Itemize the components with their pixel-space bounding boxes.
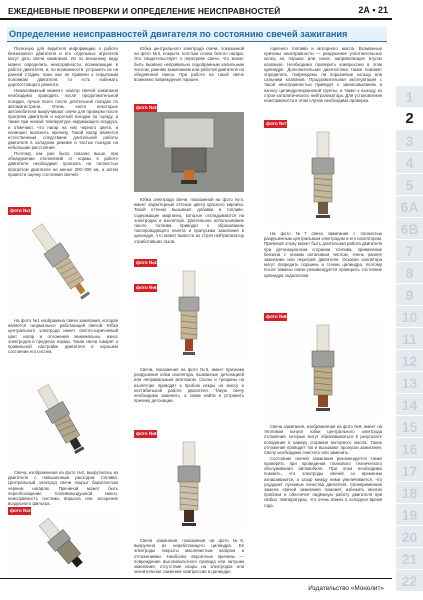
paragraph: Состояние свечей зажигания рекомендуется также проверять при проведении планового технического обслуживания автомобиля. При этом необходимо помнить, что электроды свечей со временем изнашиваются, а зазор между ними увеличивается, что ухудшает пусковые качества двигателя. Своевременная замена свечей зажигания поможет избежать многих проблем и обеспечит надёжную работу двигателя при любых температурах, что очень важно в холодное время года. [264, 455, 382, 508]
paragraph: На фото №7 свеча зажигания с полностью разрушенным центральным электродом и его изолятором. Причиной этому может быть длительная работа двигателя при детонационном сгорании топлива, применение бензина с низким октановым числом, очень раннее зажигание или перегрев двигателя. Осколки изолятора могут повредить поршень и стенки цилиндра, поэтому после замены свечи рекомендуется проверить состояние цилиндра эндоскопом. [264, 231, 382, 278]
spark-plug-icon [134, 438, 244, 533]
chapter-tab-7[interactable]: 7 [396, 240, 423, 262]
chapter-tab-8[interactable]: 8 [396, 262, 423, 284]
page-footer [0, 578, 392, 600]
paragraph: Свеча, изображенная на фото №2, выкрутилась из двигателя с повышенным расходом топлива. Центральный электрод свечи покрыт бархатистым черным нагаром. Причиной может быть переобогащение топливовоздушной смеси, неисправность системы впрыска или засорение воздушного фильтра. [8, 470, 118, 507]
chapter-tab-2[interactable]: 2 [396, 108, 423, 130]
photo-label-3: фото №3 [136, 105, 157, 110]
chapter-tab-1[interactable]: 1 [396, 86, 423, 108]
spark-plug-icon [8, 515, 118, 575]
column-1-intro [8, 46, 118, 202]
chapter-tab-19[interactable]: 19 [396, 504, 423, 526]
paragraph: Немаловажный момент: осмотр свечей зажигания необходимо проводить после продолжительной поездки, лучше всего после длительной поездки по автомагистрали. Очень часто некоторые автолюбители выкручивают свечи для проверки после прогрева двигателя и короткой поездки по городу, а также при низкой температуре окружающего воздуха, и отмечают, что нагар на них черного цвета, и начинают выяснять причину. Такой нагар является естественным следствием длительной работы двигателя в холодном режиме и частых поездок на небольшие расстояния. [8, 88, 118, 151]
paragraph: На фото №1 изображена свеча зажигания, которая является «нормально» работающей свечой. Юбка центрального электрода имеет светло-коричневый цвет, нагар и отложения минимальны, износ электродов в пределах нормы. Такая свеча говорит о правильной настройке двигателя и хорошем состоянии его систем. [8, 318, 118, 355]
spark-plug-icon [8, 215, 118, 313]
paragraph: Юбка электрода свечи, показанной на фото №4, имеет характерный оттенок цвета красного кирпича. Такой оттенок вызывают добавки в топливе, содержащие марганец, которые откладываются на электродах и изоляторе. Длительное использование такого топлива приводит к образованию токопроводящего налета и пропускам зажигания в цилиндре, что может вывести из строя нейтрализатор отработавших газов. [134, 197, 244, 244]
chapter-tab-12[interactable]: 12 [396, 350, 423, 372]
column-2-photo4-text [134, 197, 244, 255]
chapter-tab-20[interactable]: 20 [396, 526, 423, 548]
column-2-photo3-text [134, 46, 244, 101]
spark-plug-icon [8, 380, 118, 465]
photo-3-spark-plug [134, 112, 244, 192]
page-number: 2А • 21 [358, 5, 388, 15]
spark-plug-icon [264, 128, 382, 226]
paragraph: Поэтому, как уже было сказано выше, при обнаружении отклонений от нормы в работе двигателя необходимо проехать на полностью прогретом двигателе не менее 200–300 км, а затем провести оценку состояния свечей. [8, 151, 118, 177]
photo-8-spark-plug [264, 321, 382, 419]
photo-label-4: фото №4 [136, 260, 157, 265]
chapter-tab-21[interactable]: 21 [396, 548, 423, 570]
chapter-tab-15[interactable]: 15 [396, 416, 423, 438]
photo-6-spark-plug [134, 438, 244, 533]
column-1-photo1-text [8, 318, 118, 376]
paragraph: Свеча зажигания, изображенная на фото №8, имеет на тепловом конусе юбки центрального электрода отложения, которые могут образовываться в результате попадания в камеру сгорания моторного масла. Такие отложения проводят ток и вызывают пропуски зажигания. Свечу необходимо очистить или заменить. [264, 424, 382, 456]
chapter-tab-4[interactable]: 4 [396, 152, 423, 174]
column-2-photo6-text [134, 538, 244, 576]
chapter-tab-22[interactable]: 22 [396, 570, 423, 592]
photo-4-spark-plug [134, 267, 244, 362]
photo-label-1: фото №1 [10, 208, 31, 213]
chapter-tab-10[interactable]: 10 [396, 306, 423, 328]
spark-plug-icon [134, 112, 244, 192]
chapter-tab-13[interactable]: 13 [396, 372, 423, 394]
chapter-tab-18[interactable]: 18 [396, 482, 423, 504]
photo-2b-spark-plug [8, 515, 118, 575]
photo-label-2: фото №2 [10, 508, 31, 513]
chapter-tab-17[interactable]: 17 [396, 460, 423, 482]
paragraph: Полезную для водителя информацию о работе бензинового двигателя и его отдельных агрегатов могут дать свечи зажигания. Их по внешнему виду можно определить неисправности, возникающие в работе двигателя, и, по возможности, устранить их на ранней стадии, пока они не привели к серьёзным поломкам двигателя, то есть избежать дорогостоящего ремонта. [8, 46, 118, 88]
column-3-photo7-text [264, 231, 382, 309]
paragraph: горючего топлива и моторного масла. Возможные причины неисправности — разрушение уплотнительных колец на поршне или износ направляющих втулок клапанов. Необходимо проверить компрессию в этом цилиндре. Дополнительная диагностика также поможет определить, повреждены ли поршневые кольца или сальники клапанов. Продолжительная эксплуатация с такой неисправностью приведет к закоксовыванию и износу цилиндропоршневой группы, а также к выходу из строя каталитического нейтрализатора. Для установления неисправности в этом случае необходима проверка. [264, 46, 382, 104]
paragraph: Юбка центрального электрода свечи, показанной на фото №3, покрыта толстым слоем белого нагара. Это свидетельствует о перегреве свечи, что может быть вызвано неправильно подобранным калильным числом, ранним зажиганием или работой двигателя на обеднённой смеси. При работе на такой свече возможно повреждение поршня. [134, 46, 244, 83]
photo-1-spark-plug [8, 215, 118, 313]
column-3-photo8-text [264, 424, 382, 574]
chapter-tab-6а[interactable]: 6А [396, 196, 423, 218]
running-title: ЕЖЕДНЕВНЫЕ ПРОВЕРКИ И ОПРЕДЕЛЕНИЕ НЕИСПРАВНОСТЕЙ [8, 6, 281, 16]
photo-label-5: фото №5 [136, 285, 157, 290]
spark-plug-icon [134, 267, 244, 362]
chapter-tab-16[interactable]: 16 [396, 438, 423, 460]
chapter-tab-9[interactable]: 9 [396, 284, 423, 306]
publisher: Издательство «Монолит» [308, 585, 384, 592]
spark-plug-icon [264, 321, 382, 419]
page-header [0, 0, 392, 20]
chapter-tab-3[interactable]: 3 [396, 130, 423, 152]
paragraph: Свеча, показанная на фото №5, имеет признаки разрушения юбки изолятора, вызванные детонацией или неправильным монтажом. Сколы и трещины на изоляторе приводят к пробою искры на массу и нестабильной работе двигателя. Такую свечу необходимо заменить, а также найти и устранить причину детонации. [134, 367, 244, 404]
chapter-tabs [396, 86, 423, 592]
column-1-photo2-text [8, 470, 118, 507]
chapter-tab-11[interactable]: 11 [396, 328, 423, 350]
photo-label-6: фото №6 [136, 431, 157, 436]
paragraph: Свеча зажигания, показанная на фото №6, выкручена из неработающего цилиндра. Её электроды покрыты маслянистым нагаром и отложениями. Наиболее вероятные причины — повреждение высоковольтного провода или катушки зажигания, отсутствие искры на электродах или значительное снижение компрессии в цилиндре. [134, 538, 244, 575]
photo-label-8: фото №8 [266, 314, 287, 319]
photo-7-spark-plug [264, 128, 382, 226]
photo-label-7: фото №7 [266, 121, 287, 126]
section-title: Определение неисправностей двигателя по состоянию свечей зажигания [9, 29, 348, 39]
chapter-tab-6в[interactable]: 6В [396, 218, 423, 240]
column-3-continuation [264, 46, 382, 116]
photo-2-spark-plug [8, 380, 118, 465]
column-2-photo5-text [134, 367, 244, 427]
section-title-bar [7, 27, 387, 42]
chapter-tab-5[interactable]: 5 [396, 174, 423, 196]
chapter-tab-14[interactable]: 14 [396, 394, 423, 416]
